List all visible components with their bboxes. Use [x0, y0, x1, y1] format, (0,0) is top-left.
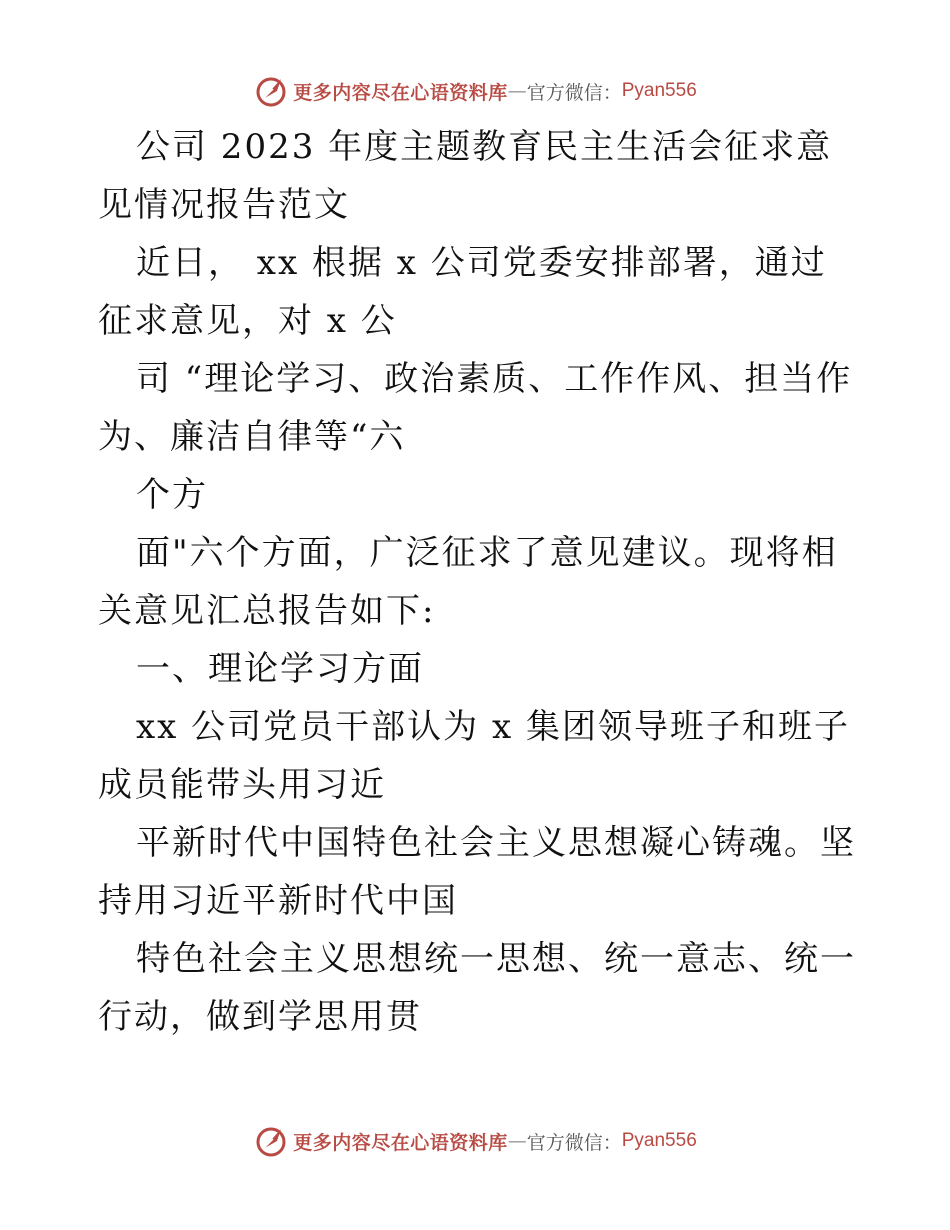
header-banner	[0, 71, 950, 111]
document-body	[98, 118, 858, 1046]
banner-main-text: 更多内容尽在心语资料库	[293, 81, 508, 104]
footer-banner	[0, 1121, 950, 1161]
paragraph: 特色社会主义思想统一思想、统一意志、统一行动，做到学思用贯	[98, 939, 856, 1037]
paragraph: 司 “理论学习、政治素质、工作作风、担当作为、廉洁自律等“六	[98, 359, 853, 457]
feather-logo-icon	[253, 73, 289, 109]
paragraph: 个方	[136, 475, 208, 515]
paragraph: 平新时代中国特色社会主义思想凝心铸魂。坚持用习近平新时代中国	[98, 823, 856, 921]
paragraph: 面"六个方面，广泛征求了意见建议。现将相关意见汇总报告如下:	[98, 533, 838, 631]
banner-separator: —	[507, 80, 527, 102]
paragraph: 近日， xx 根据 x 公司党委安排部署，通过征求意见，对 x 公	[98, 243, 827, 341]
banner-wechat-label: 官方微信：	[526, 1131, 622, 1154]
banner-separator: —	[507, 1130, 527, 1152]
section-heading: 一、理论学习方面	[136, 649, 424, 689]
document-title: 公司 2023 年度主题教育民主生活会征求意见情况报告范文	[98, 127, 833, 225]
banner-main-text: 更多内容尽在心语资料库	[293, 1131, 508, 1154]
banner-wechat-label: 官方微信：	[526, 81, 622, 104]
feather-logo-icon	[253, 1123, 289, 1159]
banner-wechat-id: Pyan556	[621, 80, 697, 101]
paragraph: xx 公司党员干部认为 x 集团领导班子和班子成员能带头用习近	[98, 707, 850, 805]
banner-wechat-id: Pyan556	[621, 1130, 697, 1151]
